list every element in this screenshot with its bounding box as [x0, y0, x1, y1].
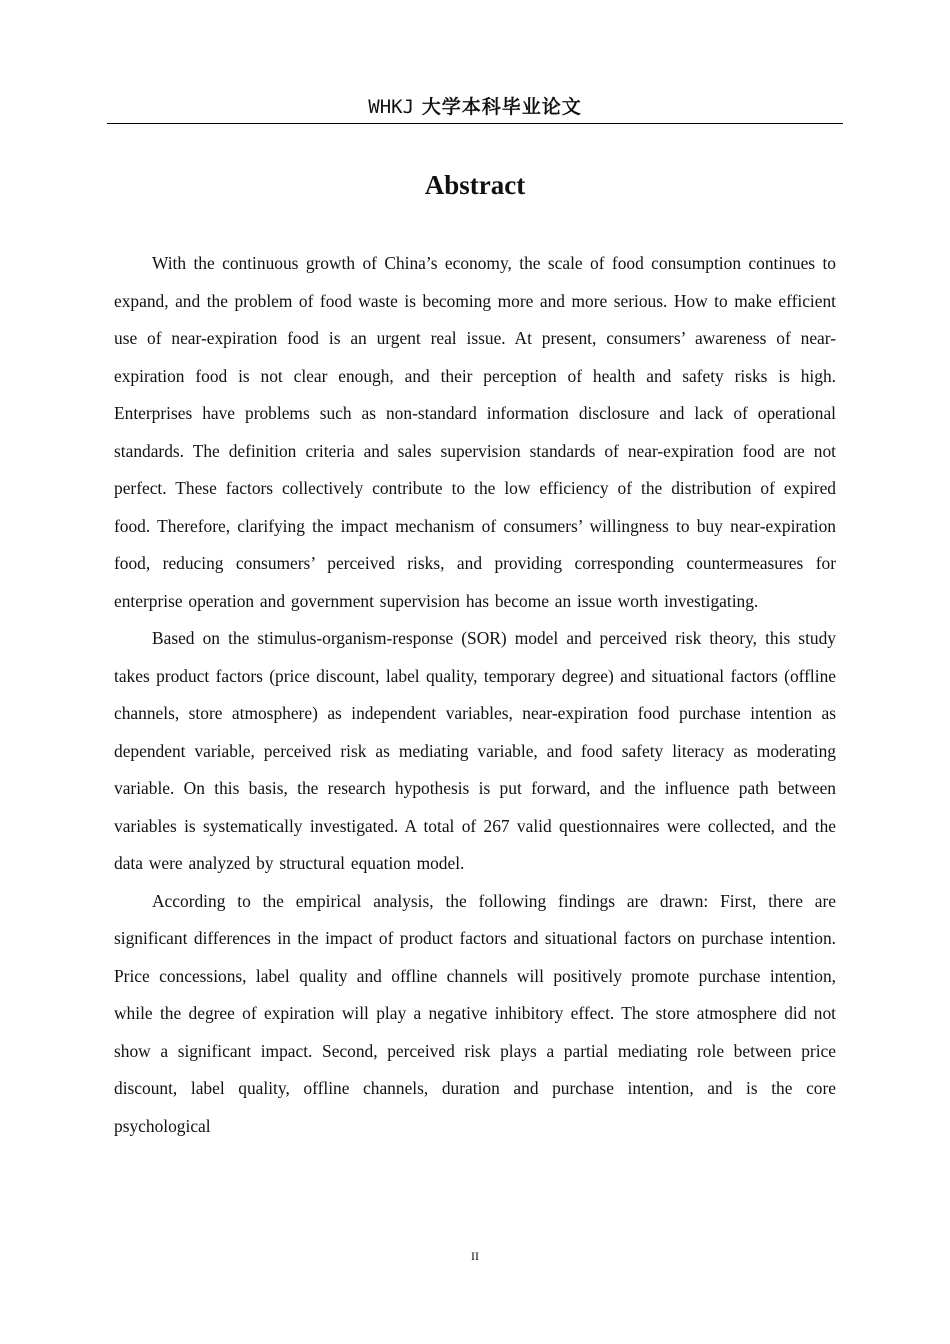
- header-thesis-label: 大学本科毕业论文: [421, 96, 582, 118]
- abstract-paragraph-1: With the continuous growth of China’s economy, the scale of food consumption continues to expand, and the problem of food waste is becoming more and more serious. How to make efficient use of near-expiration food is an urgent real issue. At present, consumers’ awareness of near-expiration food is not clear enough, and their perception of health and safety risks is high. Enterprises have problems such as non-standard information disclosure and lack of operational standards. The definition criteria and sales supervision standards of near-expiration food are not perfect. These factors collectively contribute to the low efficiency of the distribution of expired food. Therefore, clarifying the impact mechanism of consumers’ willingness to buy near-expiration food, reducing consumers’ perceived risks, and providing corresponding countermeasures for enterprise operation and government supervision has become an issue worth investigating.: [114, 253, 836, 611]
- running-header: [107, 94, 843, 124]
- abstract-body: [114, 245, 836, 1145]
- abstract-paragraph-2: Based on the stimulus-organism-response (SOR) model and perceived risk theory, this study takes product factors (price discount, label quality, temporary degree) and situational factors (offline channels, store atmosphere) as independent variables, near-expiration food purchase intention as dependent variable, perceived risk as mediating variable, and food safety literacy as moderating variable. On this basis, the research hypothesis is put forward, and the influence path between variables is systematically investigated. A total of 267 valid questionnaires were collected, and the data were analyzed by structural equation model.: [114, 628, 836, 873]
- abstract-paragraph-3: According to the empirical analysis, the following findings are drawn: First, there are significant differences in the impact of product factors and situational factors on purchase intention. Price concessions, label quality and offline channels will positively promote purchase intention, while the degree of expiration will play a negative inhibitory effect. The store atmosphere did not show a significant impact. Second, perceived risk plays a partial mediating role between price discount, label quality, offline channels, duration and purchase intention, and is the core psychological: [114, 890, 836, 1136]
- header-title: [368, 94, 581, 120]
- page-number: II: [471, 1249, 479, 1263]
- header-institution-code: WHKJ: [368, 96, 415, 118]
- abstract-title: Abstract: [424, 170, 526, 200]
